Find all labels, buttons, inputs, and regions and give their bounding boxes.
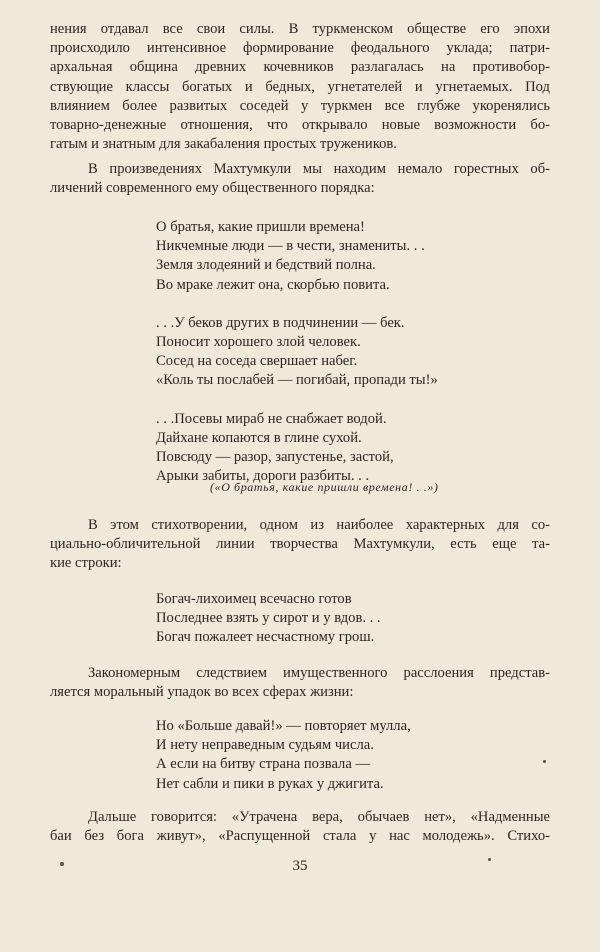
text-line: нения отдавал все свои силы. В туркменском обществе его эпохи xyxy=(50,21,550,37)
text-line: ляется моральный упадок во всех сферах жизни: xyxy=(50,684,354,701)
ink-speck xyxy=(488,858,491,861)
verse-line: Богач-лихоимец всечасно готов xyxy=(156,591,352,607)
verse-line: Дайхане копаются в глине сухой. xyxy=(156,429,362,446)
paragraph-4 xyxy=(50,664,550,702)
poem-stanza xyxy=(156,410,438,487)
text-line: товарно-денежные отношения, что открывало новые возможности бо- xyxy=(50,117,550,134)
text-line: Дальше говорится: «Утрачена вера, обычаев нет», «Надменные xyxy=(88,809,550,825)
text-line: архальная община древних кочевников разлагалась на противобор- xyxy=(50,59,550,76)
verse-line: Повсюду — разор, запустенье, застой, xyxy=(156,449,394,466)
text-line: кие строки: xyxy=(50,555,122,572)
verse-line: О братья, какие пришли времена! xyxy=(156,219,365,235)
paragraph-1 xyxy=(50,20,550,154)
text-line: циально-обличительной линии творчества Махтумкули, есть еще та- xyxy=(50,536,550,553)
verse-line: Последнее взять у сирот и у вдов. . . xyxy=(156,610,381,627)
verse-line: Во мраке лежит она, скорбью повита. xyxy=(156,276,390,293)
verse-line: Поносит хорошего злой человек. xyxy=(156,334,361,351)
verse-line: Сосед на соседа свершает набег. xyxy=(156,353,358,370)
paragraph-5 xyxy=(50,808,550,846)
verse-line: Земля злодеяний и бедствий полна. xyxy=(156,257,376,274)
verse-line: Никчемные люди — в чести, знамениты. . . xyxy=(156,238,425,255)
poem-1 xyxy=(156,218,438,486)
verse-line: Арыки забиты, дороги разбиты. . . xyxy=(156,468,370,485)
verse-line: А если на битву страна позвала — xyxy=(156,756,371,773)
text-line: гатым и знатным для закабаления простых тружеников. xyxy=(50,136,397,153)
text-line: баи без бога живут», «Распущенной стала у нас молодежь». Стихо- xyxy=(50,828,550,845)
verse-line: . . .Посевы мираб не снабжает водой. xyxy=(156,410,387,427)
poem-stanza xyxy=(156,218,438,295)
text-line: В этом стихотворении, одном из наиболее характерных для со- xyxy=(88,517,550,533)
text-line: личений современного ему общественного порядка: xyxy=(50,180,375,197)
text-line: влиянием более развитых соседей у туркмен все глубже укоренялись xyxy=(50,97,550,114)
text-line: Закономерным следствием имущественного расслоения представ- xyxy=(88,665,550,681)
paragraph-3 xyxy=(50,516,550,574)
verse-line: «Коль ты послабей — погибай, пропади ты!» xyxy=(156,372,438,389)
verse-line: Но «Больше давай!» — повторяет мулла, xyxy=(156,718,411,734)
poem-3 xyxy=(156,717,411,794)
verse-line: . . .У беков других в подчинении — бек. xyxy=(156,314,405,331)
verse-line: Богач пожалеет несчастному грош. xyxy=(156,629,375,646)
verse-line: И нету неправедным судьям числа. xyxy=(156,737,374,754)
stanza-gap xyxy=(156,391,438,410)
text-line: В произведениях Махтумкули мы находим немало горестных об- xyxy=(88,161,550,177)
text-line: происходило интенсивное формирование феодального уклада; патри- xyxy=(50,40,550,57)
text-line: ствующие классы богатых и бедных, угнетателей и угнетаемых. Под xyxy=(50,78,550,95)
poem-attribution: («О братья, какие пришли времена! . .») xyxy=(210,480,439,494)
poem-2 xyxy=(156,590,381,648)
poem-stanza xyxy=(156,314,438,391)
verse-line: Нет сабли и пики в руках у джигита. xyxy=(156,775,384,792)
paragraph-2 xyxy=(50,160,550,198)
stanza-gap xyxy=(156,295,438,314)
ink-speck xyxy=(60,862,64,866)
page-number: 35 xyxy=(292,858,308,874)
ink-speck xyxy=(543,760,546,763)
